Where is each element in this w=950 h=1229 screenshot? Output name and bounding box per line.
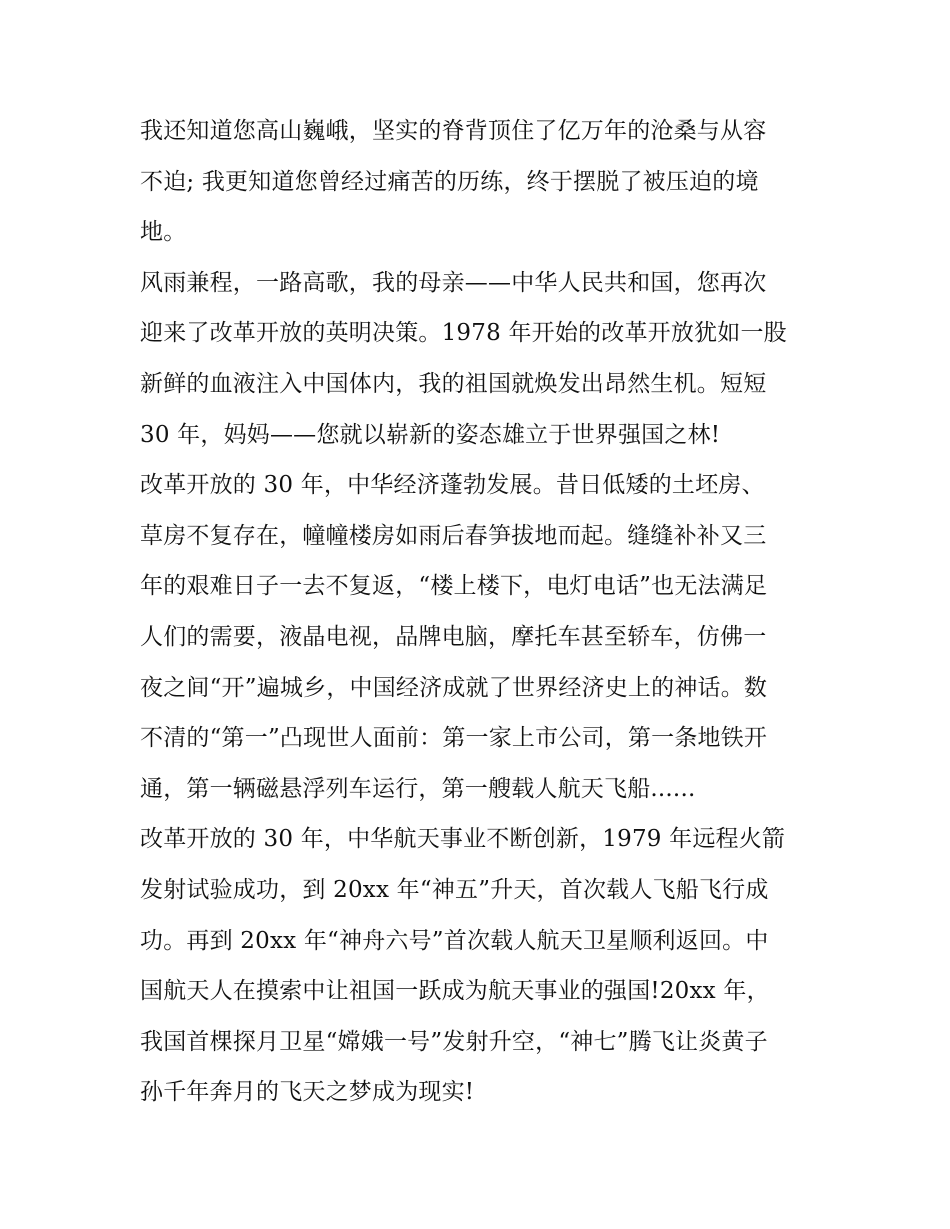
text-line: 30 年，妈妈——您就以崭新的姿态雄立于世界强国之林! (140, 421, 721, 448)
text-line: 功。再到 20xx 年“神舟六号”首次载人航天卫星顺利返回。中 (140, 927, 769, 954)
text-line: 我国首棵探月卫星“嫦娥一号”发射升空，“神七”腾飞让炎黄子 (140, 1028, 768, 1055)
text-line: 改革开放的 30 年，中华经济蓬勃发展。昔日低矮的土坯房、 (140, 472, 765, 499)
text-line: 新鲜的血液注入中国体内，我的祖国就焕发出昂然生机。短短 (140, 370, 767, 397)
text-line: 地。 (140, 219, 187, 246)
text-line: 国航天人在摸索中让祖国一跃成为航天事业的强国!20xx 年， (140, 978, 770, 1005)
text-line: 夜之间“开”遍城乡，中国经济成就了世界经济史上的神话。数 (140, 674, 768, 701)
text-line: 不清的“第一”凸现世人面前：第一家上市公司，第一条地铁开 (140, 725, 768, 752)
document-body (140, 106, 812, 1118)
text-line: 人们的需要，液晶电视，品牌电脑，摩托车甚至轿车，仿佛一 (140, 623, 767, 650)
text-line: 风雨兼程，一路高歌，我的母亲——中华人民共和国，您再次 (140, 269, 767, 296)
text-line: 迎来了改革开放的英明决策。1978 年开始的改革开放犹如一股 (140, 320, 787, 347)
text-line: 不迫; 我更知道您曾经过痛苦的历练，终于摆脱了被压迫的境 (140, 168, 759, 195)
text-line: 我还知道您高山巍峨，坚实的脊背顶住了亿万年的沧桑与从容 (140, 118, 767, 144)
text-line: 年的艰难日子一去不复返，“楼上楼下，电灯电话”也无法满足 (140, 573, 768, 600)
text-line: 通，第一辆磁悬浮列车运行，第一艘载人航天飞船...... (140, 775, 696, 802)
text-line: 改革开放的 30 年，中华航天事业不断创新，1979 年远程火箭 (140, 826, 786, 853)
text-line: 草房不复存在，幢幢楼房如雨后春笋拔地而起。缝缝补补又三 (140, 522, 767, 549)
text-line: 孙千年奔月的飞天之梦成为现实! (140, 1079, 475, 1106)
text-line: 发射试验成功，到 20xx 年“神五”升天，首次载人飞船飞行成 (140, 876, 769, 903)
